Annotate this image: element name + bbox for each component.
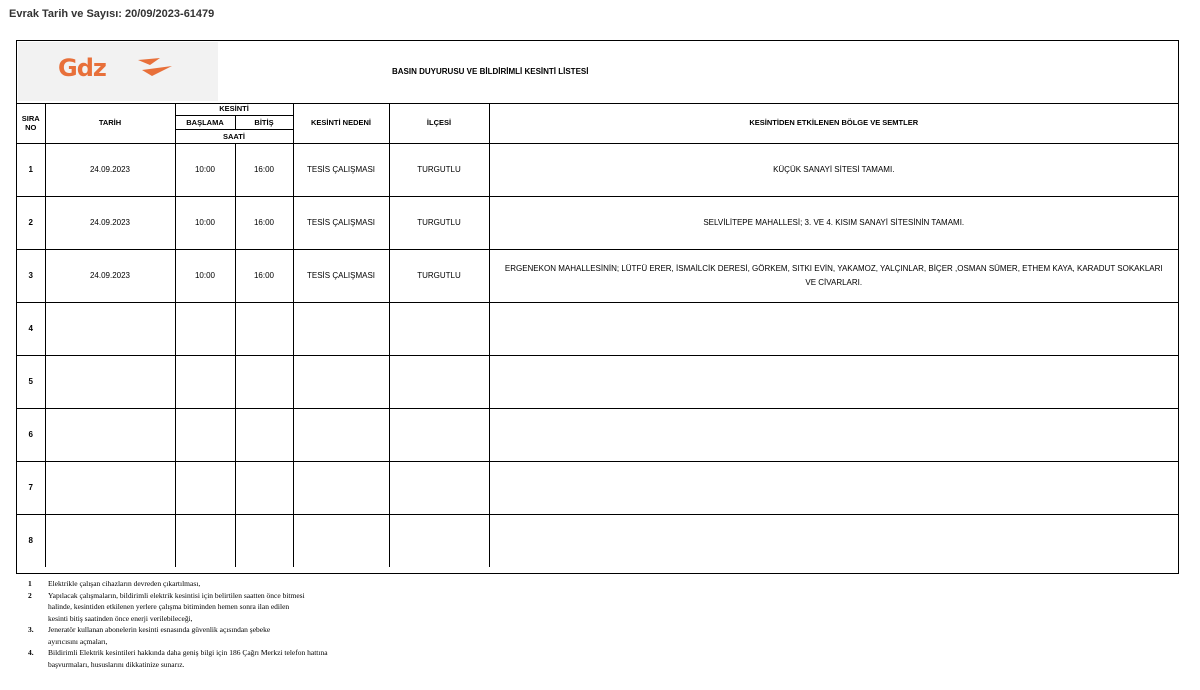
row-district: TURGUTLU — [389, 249, 489, 302]
row-number: 3 — [17, 249, 45, 302]
note-number: 1 — [28, 579, 32, 588]
row-number: 6 — [17, 408, 45, 461]
col-bitis: BİTİŞ — [235, 115, 293, 129]
row-start-time — [175, 461, 235, 514]
table-row — [17, 514, 1178, 567]
note-text: kesinti bitiş saatinden önce enerji verilebileceği, — [48, 613, 193, 623]
row-district — [389, 514, 489, 567]
col-baslama: BAŞLAMA — [175, 115, 235, 129]
logo-arrow-icon — [138, 56, 174, 78]
row-end-time: 16:00 — [235, 196, 293, 249]
document-reference: Evrak Tarih ve Sayısı: 20/09/2023-61479 — [9, 8, 215, 20]
row-number: 4 — [17, 302, 45, 355]
row-end-time — [235, 302, 293, 355]
row-date — [45, 461, 175, 514]
col-tarih: TARİH — [45, 103, 175, 143]
row-district — [389, 408, 489, 461]
note-text: başvurmaları, hususlarını dikkatinize sunarız. — [48, 659, 185, 669]
row-start-time — [175, 514, 235, 567]
row-district — [389, 461, 489, 514]
table-row — [17, 196, 1178, 249]
col-neden: KESİNTİ NEDENİ — [293, 103, 389, 143]
col-bolge: KESİNTİDEN ETKİLENEN BÖLGE VE SEMTLER — [489, 103, 1178, 143]
row-reason: TESİS ÇALIŞMASI — [293, 196, 389, 249]
logo-area — [18, 42, 218, 101]
note-text: ayırıcısını açmaları, — [48, 636, 108, 646]
note-text: Yapılacak çalışmaların, bildirimli elektrik kesintisi için belirtilen saatten önce bitmesi — [48, 590, 305, 600]
note-number: 4. — [28, 648, 34, 657]
col-saati: SAATİ — [175, 129, 293, 143]
row-end-time: 16:00 — [235, 143, 293, 196]
row-end-time — [235, 355, 293, 408]
row-start-time — [175, 408, 235, 461]
col-kesinti: KESİNTİ — [175, 103, 293, 115]
page-title: BASIN DUYURUSU VE BİLDİRİMLİ KESİNTİ LİSTESİ — [392, 67, 589, 76]
table-row — [17, 249, 1178, 302]
outage-table — [17, 103, 1178, 567]
row-district — [389, 302, 489, 355]
gdz-logo: Gdz — [58, 54, 106, 82]
note-item — [28, 624, 328, 647]
row-reason — [293, 408, 389, 461]
row-reason: TESİS ÇALIŞMASI — [293, 249, 389, 302]
row-end-time — [235, 461, 293, 514]
table-row — [17, 461, 1178, 514]
row-region — [489, 302, 1178, 355]
row-region — [489, 408, 1178, 461]
note-text: Bildirimli Elektrik kesintileri hakkında daha geniş bilgi için 186 Çağrı Merkzi telefon hattına — [48, 648, 328, 657]
col-sira-no: SIRA NO — [17, 103, 45, 143]
table-row — [17, 143, 1178, 196]
row-start-time: 10:00 — [175, 249, 235, 302]
row-date — [45, 302, 175, 355]
row-end-time — [235, 408, 293, 461]
row-reason — [293, 514, 389, 567]
row-region: KÜÇÜK SANAYİ SİTESİ TAMAMI. — [489, 143, 1178, 196]
note-number: 2 — [28, 590, 32, 600]
row-end-time — [235, 514, 293, 567]
row-reason: TESİS ÇALIŞMASI — [293, 143, 389, 196]
note-text: Elektrikle çalışan cihazların devreden çıkartılması, — [48, 579, 201, 588]
outage-list-frame — [16, 40, 1179, 574]
row-reason — [293, 302, 389, 355]
row-number: 1 — [17, 143, 45, 196]
row-date — [45, 514, 175, 567]
note-number: 3. — [28, 625, 34, 634]
row-region — [489, 461, 1178, 514]
row-date — [45, 355, 175, 408]
row-number: 7 — [17, 461, 45, 514]
row-region — [489, 355, 1178, 408]
note-text: halinde, kesintiden etkilenen yerlere çalışma bitiminden hemen sonra ilan edilen — [48, 602, 290, 611]
row-date — [45, 408, 175, 461]
note-text: Jeneratör kullanan abonelerin kesinti esnasında güvenlik açısından şebeke — [48, 625, 271, 634]
row-reason — [293, 355, 389, 408]
row-number: 2 — [17, 196, 45, 249]
row-date: 24.09.2023 — [45, 249, 175, 302]
table-row — [17, 355, 1178, 408]
row-reason — [293, 461, 389, 514]
row-end-time: 16:00 — [235, 249, 293, 302]
row-date: 24.09.2023 — [45, 143, 175, 196]
list-header — [17, 41, 1178, 104]
table-row — [17, 408, 1178, 461]
row-region: SELVİLİTEPE MAHALLESİ; 3. VE 4. KISIM SANAYİ SİTESİNİN TAMAMI. — [489, 196, 1178, 249]
note-item — [28, 578, 328, 590]
row-start-time — [175, 355, 235, 408]
note-item — [28, 647, 328, 670]
row-number: 8 — [17, 514, 45, 567]
col-ilce: İLÇESİ — [389, 103, 489, 143]
row-district — [389, 355, 489, 408]
row-number: 5 — [17, 355, 45, 408]
row-start-time: 10:00 — [175, 196, 235, 249]
row-district: TURGUTLU — [389, 196, 489, 249]
notes-list — [28, 578, 328, 670]
row-start-time: 10:00 — [175, 143, 235, 196]
row-region: ERGENEKON MAHALLESİNİN; LÜTFÜ ERER, İSMAİLCİK DERESİ, GÖRKEM, SITKI EVİN, YAKAMOZ, YALÇINLAR, BİÇER ,OSMAN SÜMER, ETHEM KAYA, KARADUT SOKAKLARI VE CİVARLARI. — [489, 249, 1178, 302]
row-district: TURGUTLU — [389, 143, 489, 196]
note-item — [28, 590, 328, 625]
table-row — [17, 302, 1178, 355]
row-region — [489, 514, 1178, 567]
row-date: 24.09.2023 — [45, 196, 175, 249]
row-start-time — [175, 302, 235, 355]
